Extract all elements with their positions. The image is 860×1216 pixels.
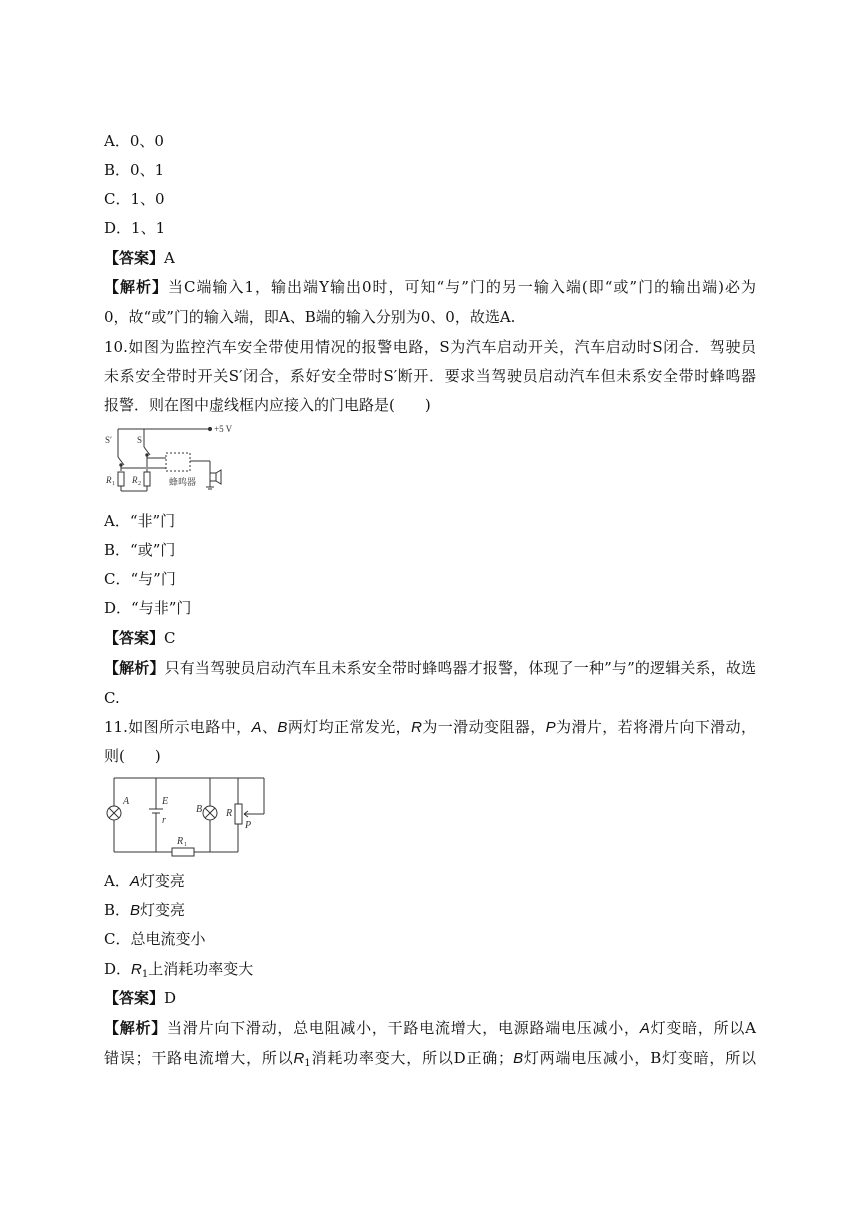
analysis-var: B xyxy=(513,1050,524,1067)
analysis-text: 错误；干路电流增大，所以 xyxy=(104,1049,294,1067)
analysis-text: C. xyxy=(104,689,120,707)
analysis-line xyxy=(104,307,515,327)
option-text: 0、1 xyxy=(130,161,165,179)
analysis-line xyxy=(104,1048,756,1068)
option-letter: C． xyxy=(104,930,131,948)
option-text: 灯变亮 xyxy=(140,901,186,919)
answer-label: 【答案】 xyxy=(104,249,165,267)
emf-label: E xyxy=(162,796,169,807)
option-c xyxy=(104,569,176,589)
question-text: 两灯均正常发光， xyxy=(287,718,412,736)
switch-s-label: S xyxy=(137,435,143,445)
option-b xyxy=(104,160,164,180)
answer-line xyxy=(104,628,176,648)
var-p: P xyxy=(545,719,556,736)
analysis-line xyxy=(104,277,756,297)
answer-value: C xyxy=(164,629,176,647)
voltage-label: +5 V xyxy=(214,424,233,434)
option-d xyxy=(104,598,191,618)
option-letter: A． xyxy=(104,132,130,150)
r1-subscript: 1 xyxy=(112,481,115,487)
option-c xyxy=(104,189,165,209)
option-letter: B． xyxy=(104,541,131,559)
option-letter: B． xyxy=(104,161,131,179)
r2-label: R xyxy=(132,475,138,485)
option-a xyxy=(104,131,164,151)
analysis-label: 【解析】 xyxy=(104,278,169,296)
option-letter: D． xyxy=(104,219,132,237)
buzzer-label: 蜂鸣器 xyxy=(169,477,197,487)
option-var: B xyxy=(130,902,141,919)
question-text: 未系安全带时开关S′闭合，系好安全带时S′断开．要求当驾驶员启动汽车但未系安全带时蜂鸣器 xyxy=(104,367,756,385)
question-text: 10.如图为监控汽车安全带使用情况的报警电路，S为汽车启动开关，汽车启动时S闭合．驾驶员 xyxy=(104,338,756,356)
analysis-subscript: 1 xyxy=(304,1058,311,1069)
question-text: 为滑片，若将滑片向下滑动， xyxy=(555,718,756,736)
option-text: “非”门 xyxy=(129,512,176,530)
internal-resistance-label: r xyxy=(162,815,166,826)
option-text: 0、0 xyxy=(129,132,164,150)
switch-s-prime-label: S′ xyxy=(105,435,112,445)
option-subscript: 1 xyxy=(141,969,149,980)
option-text: 1、1 xyxy=(131,219,166,237)
answer-value: A xyxy=(164,249,175,267)
r1-label: R xyxy=(106,475,112,485)
var-a: A xyxy=(251,719,262,736)
answer-line xyxy=(104,248,175,268)
analysis-label: 【解析】 xyxy=(104,1019,168,1037)
option-text: “或”门 xyxy=(130,541,176,559)
option-letter: C． xyxy=(104,570,131,588)
analysis-line xyxy=(104,1018,756,1038)
r2-subscript: 2 xyxy=(138,481,141,487)
analysis-text: 消耗功率变大，所以D正确； xyxy=(310,1049,514,1067)
answer-label: 【答案】 xyxy=(104,629,165,647)
analysis-text: 0，故“或”门的输入端，即A、B端的输入分别为0、0，故选A. xyxy=(104,308,516,326)
question-11-stem xyxy=(104,717,756,737)
option-letter: D． xyxy=(104,960,132,978)
seatbelt-alarm-circuit-figure xyxy=(104,423,254,493)
question-text: 、 xyxy=(261,718,278,736)
option-text: 1、0 xyxy=(130,190,165,208)
analysis-text: 当滑片向下滑动，总电阻减小，干路电流增大，电源路端电压减小， xyxy=(167,1019,640,1037)
option-letter: B． xyxy=(104,901,131,919)
analysis-line xyxy=(104,658,756,678)
analysis-var: A xyxy=(639,1020,650,1037)
answer-value: D xyxy=(164,989,177,1007)
option-a xyxy=(104,871,185,891)
answer-line xyxy=(104,988,176,1008)
question-text: 则( ) xyxy=(104,747,161,765)
option-letter: C． xyxy=(104,190,131,208)
option-c xyxy=(104,929,206,949)
option-letter: D． xyxy=(104,599,132,617)
option-d xyxy=(104,218,165,238)
lamp-rheostat-circuit-figure xyxy=(104,776,274,858)
analysis-text: 灯变暗，所以A xyxy=(649,1019,756,1037)
option-b xyxy=(104,900,185,920)
question-10-stem xyxy=(104,337,756,357)
analysis-text: 当C端输入1，输出端Y输出0时，可知“与”门的另一输入端(即“或”门的输出端)必为 xyxy=(168,278,756,296)
option-text: 灯变亮 xyxy=(139,872,185,890)
analysis-text: 只有当驾驶员启动汽车且未系安全带时蜂鸣器才报警，体现了一种”与”的逻辑关系，故选 xyxy=(164,659,756,677)
r1-label: R xyxy=(177,836,184,847)
lamp-a-label: A xyxy=(123,796,130,807)
question-text: 11.如图所示电路中， xyxy=(104,718,252,736)
option-var: A xyxy=(129,873,140,890)
question-10-stem xyxy=(104,395,431,415)
option-a xyxy=(104,511,175,531)
analysis-var: R xyxy=(293,1050,305,1067)
option-text: 总电流变小 xyxy=(130,930,206,948)
analysis-line xyxy=(104,688,120,708)
var-b: B xyxy=(277,719,288,736)
var-r: R xyxy=(411,719,422,736)
analysis-text: 灯两端电压减小，B灯变暗，所以 xyxy=(523,1049,756,1067)
option-letter: A． xyxy=(104,872,130,890)
option-letter: A． xyxy=(104,512,130,530)
option-text: 上消耗功率变大 xyxy=(148,960,254,978)
question-11-stem xyxy=(104,746,161,766)
option-var: R xyxy=(131,961,142,978)
option-text: “与”门 xyxy=(130,570,176,588)
r1-subscript: 1 xyxy=(184,842,187,848)
answer-label: 【答案】 xyxy=(104,989,165,1007)
question-10-stem xyxy=(104,366,756,386)
option-text: “与非”门 xyxy=(131,599,192,617)
lamp-b-label: B xyxy=(196,804,203,815)
question-text: 报警．则在图中虚线框内应接入的门电路是( ) xyxy=(104,396,431,414)
analysis-label: 【解析】 xyxy=(104,659,165,677)
option-d xyxy=(104,959,253,979)
slider-label: P xyxy=(245,820,252,831)
question-text: 为一滑动变阻器， xyxy=(421,718,546,736)
rheostat-label: R xyxy=(226,808,233,819)
option-b xyxy=(104,540,175,560)
